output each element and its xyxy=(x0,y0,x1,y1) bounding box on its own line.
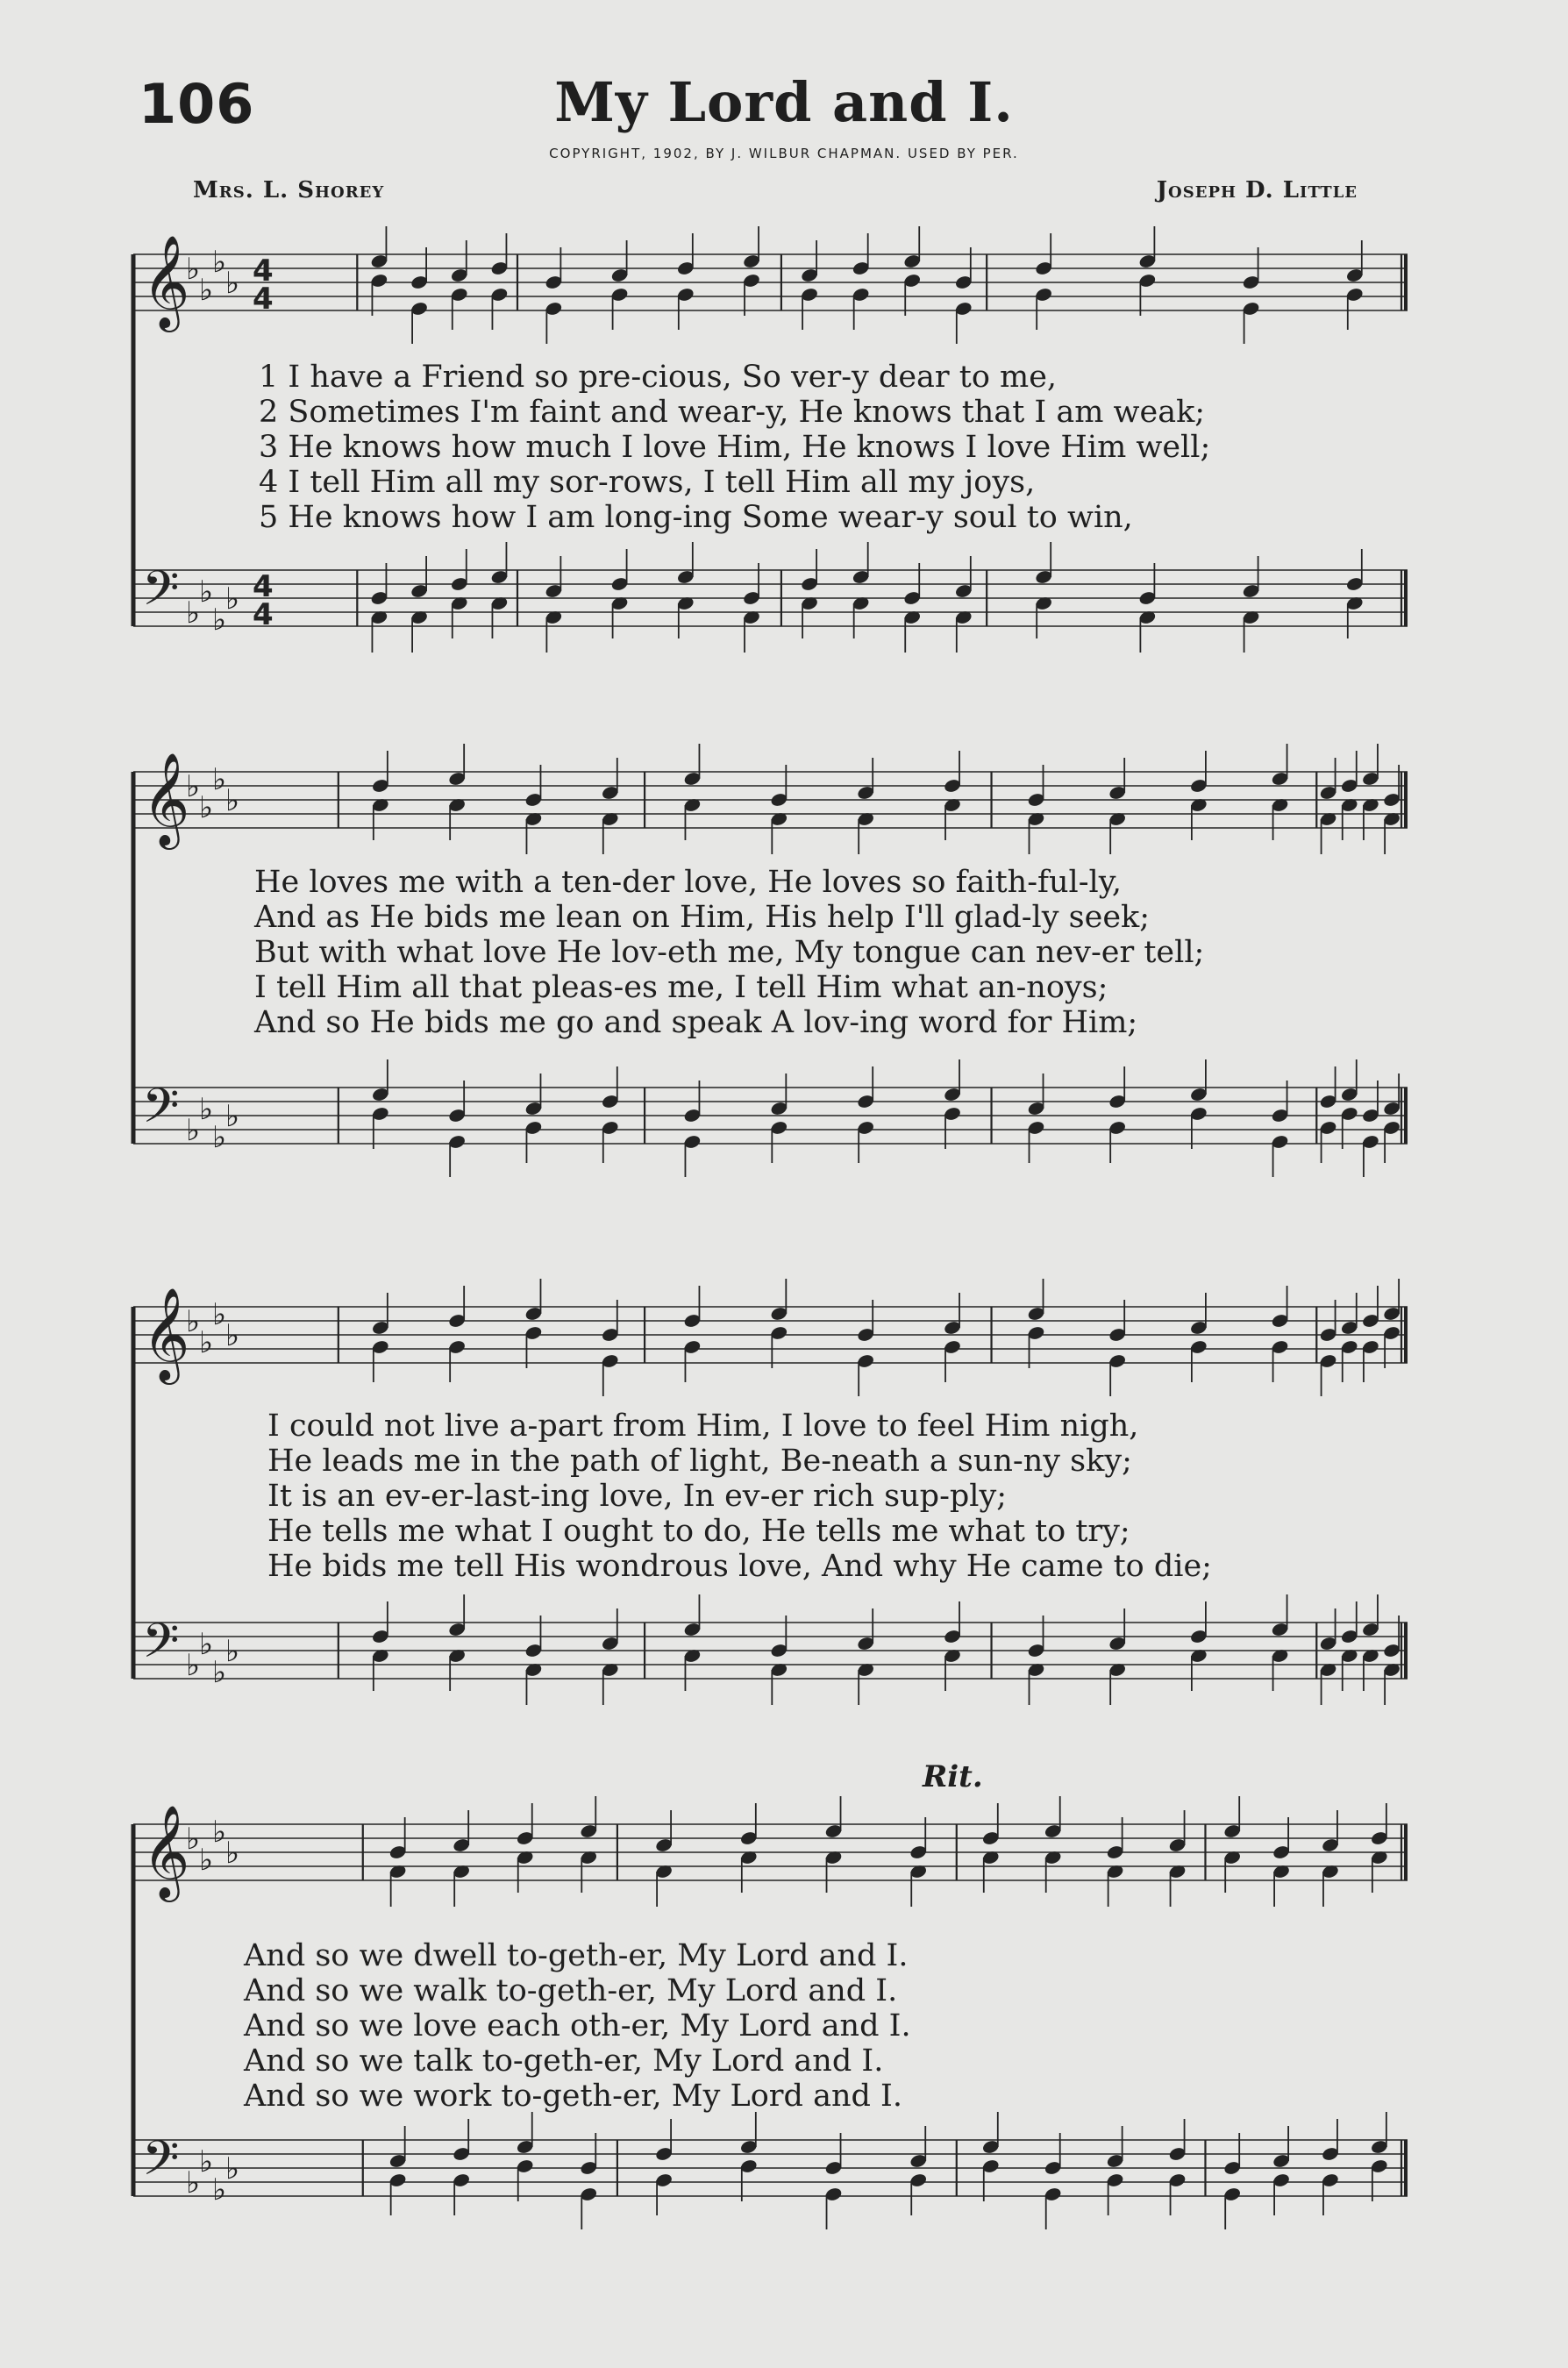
lyric-line: He bids me tell His wondrous love, And why He came to die; xyxy=(267,1549,1212,1584)
svg-text:♭: ♭ xyxy=(225,581,240,617)
svg-text:♭: ♭ xyxy=(225,1634,240,1669)
svg-text:♭: ♭ xyxy=(186,769,201,804)
verse-block-1 xyxy=(259,360,1557,535)
lyric-line: 1 I have a Friend so pre-cious, So ver-y dear to me, xyxy=(259,360,1058,395)
lyric-line: 4 I tell Him all my sor-rows, I tell Him all my joys, xyxy=(259,465,1036,500)
svg-text:𝄞: 𝄞 xyxy=(142,234,190,328)
lyric-line: He loves me with a ten-der love, He loves so faith-ful-ly, xyxy=(254,865,1122,900)
svg-text:♭: ♭ xyxy=(199,273,214,308)
svg-text:♭: ♭ xyxy=(212,762,227,797)
svg-text:𝄢: 𝄢 xyxy=(142,1613,180,1680)
svg-text:𝄞: 𝄞 xyxy=(142,1804,190,1898)
svg-text:𝄢: 𝄢 xyxy=(142,1078,180,1145)
lyric-line: And so He bids me go and speak A lov-ing word for Him; xyxy=(254,1005,1138,1040)
svg-text:♭: ♭ xyxy=(225,1318,240,1353)
svg-text:♭: ♭ xyxy=(225,1099,240,1134)
svg-text:♭: ♭ xyxy=(212,1655,227,1690)
svg-text:♭: ♭ xyxy=(225,2151,240,2186)
lyric-line: And so we talk to-geth-er, My Lord and I. xyxy=(244,2043,884,2079)
hymn-number: 106 xyxy=(139,72,255,136)
svg-text:♭: ♭ xyxy=(199,1627,214,1662)
lyric-line: 5 He knows how I am long-ing Some wear-y soul to win, xyxy=(259,500,1133,535)
svg-text:𝄢: 𝄢 xyxy=(142,2130,180,2198)
lyric-line: And so we dwell to-geth-er, My Lord and I. xyxy=(244,1938,909,1973)
verse-block-3 xyxy=(267,1409,1565,1584)
svg-text:♭: ♭ xyxy=(199,1325,214,1360)
svg-text:♭: ♭ xyxy=(199,574,214,610)
svg-text:♭: ♭ xyxy=(212,245,227,280)
hymn-title: My Lord and I. xyxy=(554,70,1014,134)
lyric-line: 2 Sometimes I'm faint and wear-y, He knows that I am weak; xyxy=(259,395,1206,430)
svg-text:♭: ♭ xyxy=(199,2144,214,2179)
lyric-line: He tells me what I ought to do, He tells me what to try; xyxy=(267,1514,1130,1549)
ritardando-mark: Rit. xyxy=(923,1759,983,1794)
svg-text:4: 4 xyxy=(253,253,274,289)
svg-text:♭: ♭ xyxy=(212,1297,227,1332)
svg-text:♭: ♭ xyxy=(186,1113,201,1148)
svg-text:♭: ♭ xyxy=(225,266,240,301)
svg-text:4: 4 xyxy=(253,282,274,317)
svg-text:𝄞: 𝄞 xyxy=(142,1287,190,1380)
svg-text:♭: ♭ xyxy=(212,1120,227,1155)
svg-text:♭: ♭ xyxy=(199,1092,214,1127)
svg-text:♭: ♭ xyxy=(212,2172,227,2208)
svg-text:♭: ♭ xyxy=(186,1822,201,1857)
copyright-notice: COPYRIGHT, 1902, BY J. WILBUR CHAPMAN. USED BY PER. xyxy=(549,146,1019,161)
verse-block-2 xyxy=(254,865,1552,1040)
svg-text:♭: ♭ xyxy=(225,1836,240,1871)
verse-block-4 xyxy=(244,1938,1542,2114)
lyricist-credit: Mrs. L. Shorey xyxy=(193,177,385,203)
lyric-line: It is an ev-er-last-ing love, In ev-er rich sup-ply; xyxy=(267,1479,1008,1514)
lyric-line: And so we love each oth-er, My Lord and I. xyxy=(244,2008,911,2043)
svg-text:𝄢: 𝄢 xyxy=(142,560,180,628)
lyric-line: But with what love He lov-eth me, My tongue can nev-er tell; xyxy=(254,935,1205,970)
svg-text:♭: ♭ xyxy=(186,596,201,631)
composer-credit: Joseph D. Little xyxy=(1156,177,1358,203)
svg-text:♭: ♭ xyxy=(199,1843,214,1878)
lyric-line: I could not live a-part from Him, I love to feel Him nigh, xyxy=(267,1409,1139,1444)
svg-text:♭: ♭ xyxy=(212,603,227,638)
svg-text:4: 4 xyxy=(253,597,274,632)
lyric-line: And as He bids me lean on Him, His help I'll glad-ly seek; xyxy=(254,900,1151,935)
svg-text:♭: ♭ xyxy=(186,252,201,287)
svg-text:♭: ♭ xyxy=(199,790,214,825)
svg-text:♭: ♭ xyxy=(186,1304,201,1339)
svg-text:♭: ♭ xyxy=(225,783,240,818)
svg-text:♭: ♭ xyxy=(186,2165,201,2200)
svg-text:4: 4 xyxy=(253,569,274,604)
lyric-line: And so we walk to-geth-er, My Lord and I. xyxy=(244,1973,898,2008)
svg-text:♭: ♭ xyxy=(186,1648,201,1683)
svg-text:♭: ♭ xyxy=(212,1815,227,1850)
svg-text:𝄞: 𝄞 xyxy=(142,752,190,845)
lyric-line: I tell Him all that pleas-es me, I tell Him what an-noys; xyxy=(254,970,1108,1005)
lyric-line: And so we work to-geth-er, My Lord and I. xyxy=(244,2079,902,2114)
lyric-line: He leads me in the path of light, Be-neath a sun-ny sky; xyxy=(267,1444,1132,1479)
lyric-line: 3 He knows how much I love Him, He knows I love Him well; xyxy=(259,430,1211,465)
